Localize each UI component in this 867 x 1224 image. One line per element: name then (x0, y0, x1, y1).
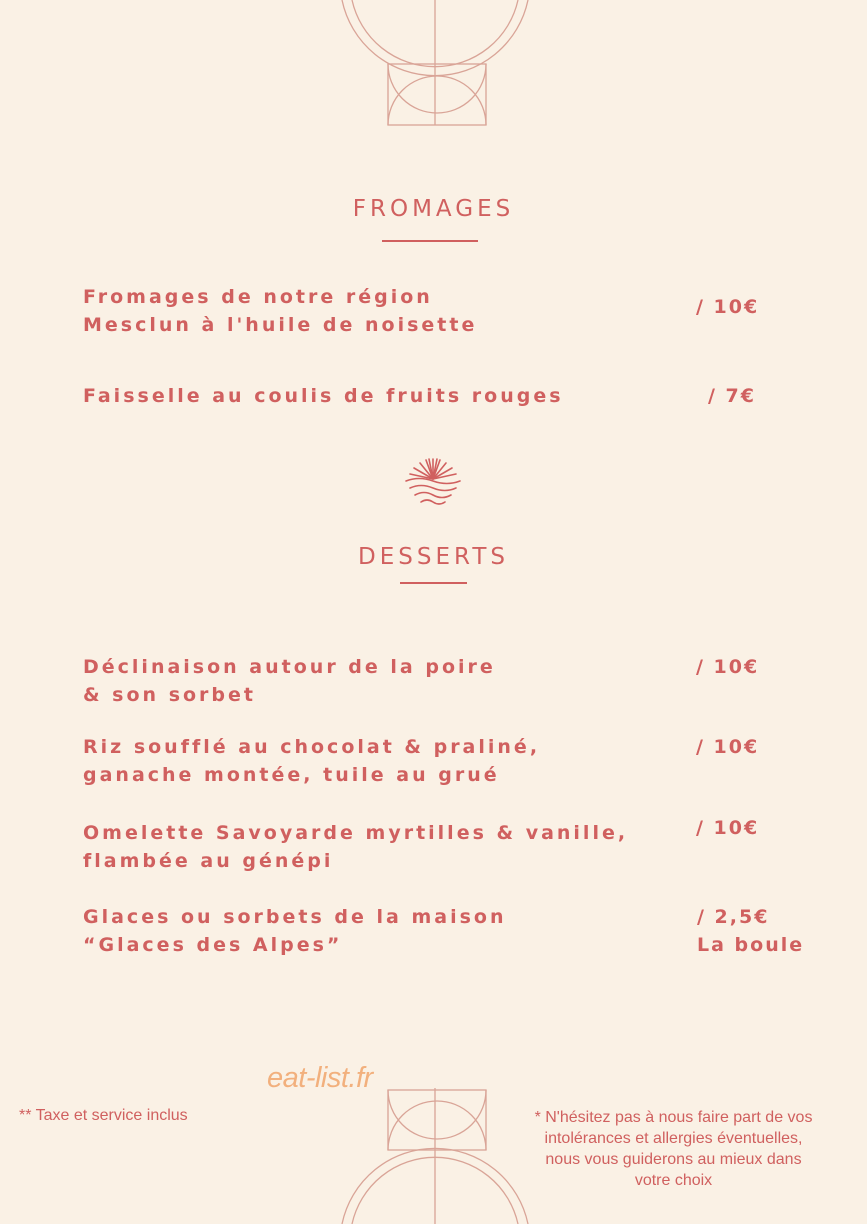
menu-item-riz-souffle (83, 733, 540, 789)
item-line: flambée au génépi (83, 850, 334, 872)
item-line: Riz soufflé au chocolat & praliné, (83, 736, 541, 758)
item-line: Fromages de notre région (83, 286, 433, 308)
item-line: ganache montée, tuile au grué (83, 764, 500, 786)
menu-item-poire (83, 653, 496, 709)
item-line: Glaces ou sorbets de la maison (83, 906, 507, 928)
allergy-note (500, 1107, 847, 1191)
price-omelette: / 10€ (696, 817, 760, 839)
item-line: “Glaces des Alpes” (83, 934, 343, 956)
item-line: Mesclun à l'huile de noisette (83, 314, 478, 336)
price-faisselle: / 7€ (708, 385, 756, 407)
price-fromages-region: / 10€ (696, 296, 760, 318)
price-glaces (697, 903, 804, 959)
menu-item-fromages-region (83, 283, 477, 339)
note-line: intolérances et allergies éventuelles, (544, 1130, 803, 1147)
price-riz-souffle: / 10€ (696, 736, 760, 758)
price-unit: La boule (697, 934, 805, 956)
note-line: * N'hésitez pas à nous faire part de vos (534, 1109, 813, 1126)
price-poire: / 10€ (696, 656, 760, 678)
item-line: Omelette Savoyarde myrtilles & vanille, (83, 822, 629, 844)
price-line: / 2,5€ (697, 906, 770, 928)
fromages-title: FROMAGES (352, 196, 515, 222)
watermark: eat-list.fr (267, 1062, 373, 1094)
menu-item-glaces (83, 903, 507, 959)
tax-note: ** Taxe et service inclus (19, 1107, 188, 1124)
menu-item-faisselle (83, 382, 564, 410)
desserts-underline (400, 582, 467, 584)
fromages-underline (382, 240, 478, 242)
sun-waves-icon (402, 455, 464, 507)
item-line: Faisselle au coulis de fruits rouges (83, 385, 564, 407)
desserts-title: DESSERTS (358, 544, 509, 570)
item-line: Déclinaison autour de la poire (83, 656, 496, 678)
top-ornament-icon (330, 0, 540, 130)
menu-item-omelette (83, 819, 628, 875)
note-line: nous vous guiderons au mieux dans (545, 1151, 802, 1168)
item-line: & son sorbet (83, 684, 256, 706)
note-line: votre choix (634, 1172, 713, 1189)
